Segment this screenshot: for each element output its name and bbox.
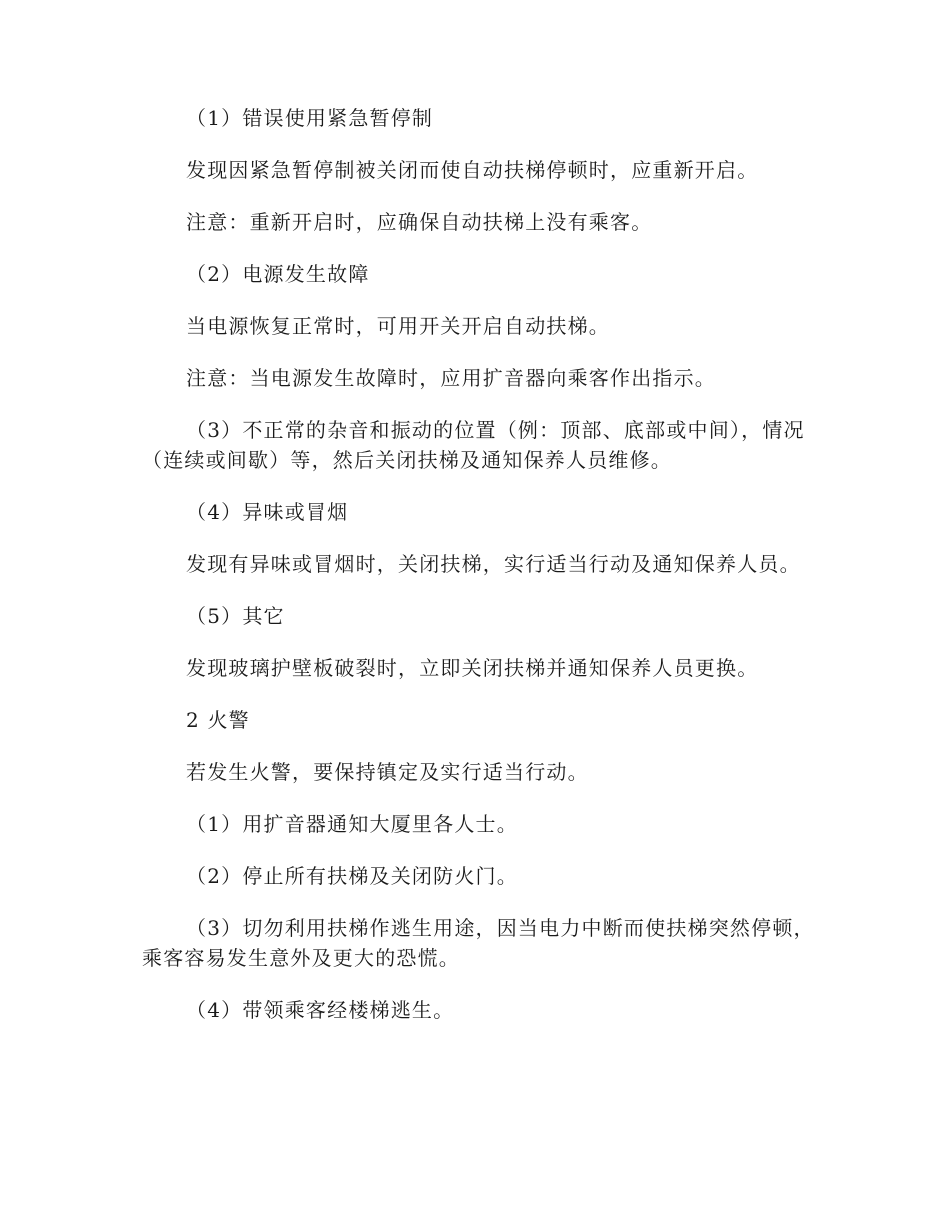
paragraph: 若发生火警，要保持镇定及实行适当行动。: [186, 760, 589, 784]
paragraph: 发现有异味或冒烟时，关闭扶梯，实行适当行动及通知保养人员。: [186, 552, 801, 576]
list-item: （3）切勿利用扶梯作逃生用途，因当电力中断而使扶梯突然停顿，乘客容易发生意外及更大的恐慌。: [142, 916, 815, 970]
list-item: （4）带领乘客经楼梯逃生。: [186, 998, 455, 1022]
subheading-power-failure: （2）电源发生故障: [186, 262, 370, 286]
note-paragraph: 注意：当电源发生故障时，应用扩音器向乘客作出指示。: [186, 366, 716, 390]
subheading-odor-smoke: （4）异味或冒烟: [186, 500, 349, 524]
paragraph-abnormal-noise: （3）不正常的杂音和振动的位置（例：顶部、底部或中间），情况（连续或间歇）等，然后关闭扶梯及通知保养人员维修。: [142, 418, 805, 472]
list-item: （1）用扩音器通知大厦里各人士。: [186, 812, 518, 836]
section-heading-fire-alarm: 2 火警: [186, 708, 250, 732]
paragraph: 当电源恢复正常时，可用开关开启自动扶梯。: [186, 314, 610, 338]
subheading-other: （5）其它: [186, 604, 285, 628]
paragraph: 发现玻璃护壁板破裂时，立即关闭扶梯并通知保养人员更换。: [186, 656, 759, 680]
subheading-emergency-stop-misuse: （1）错误使用紧急暂停制: [186, 106, 434, 130]
document-body: [142, 103, 818, 1047]
note-paragraph: 注意：重新开启时，应确保自动扶梯上没有乘客。: [186, 210, 653, 234]
paragraph: 发现因紧急暂停制被关闭而使自动扶梯停顿时，应重新开启。: [186, 158, 759, 182]
list-item: （2）停止所有扶梯及关闭防火门。: [186, 864, 518, 888]
